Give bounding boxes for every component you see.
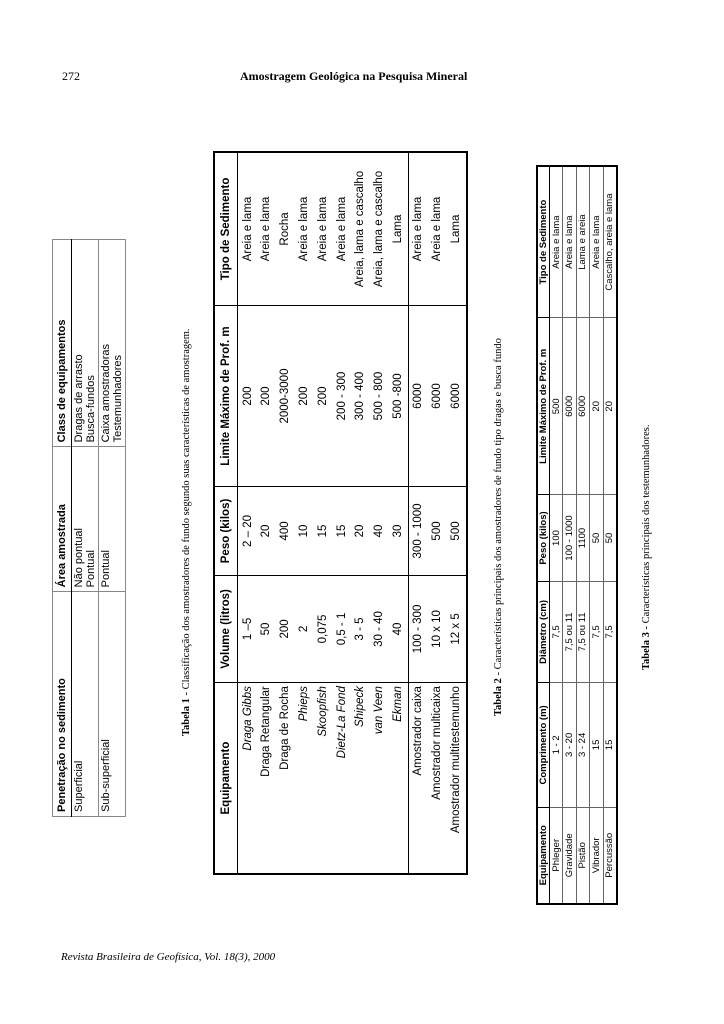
table-cell: Areia e lama (238, 152, 258, 305)
table-cell: 3 - 5 (351, 575, 370, 682)
table-cell: 300 - 400 (351, 305, 370, 486)
caption-text: - Características principais dos testemunhadores. (641, 424, 652, 633)
table-cell: 1100 (576, 495, 589, 581)
table-2-header: Peso (kilos) (214, 487, 238, 576)
table-cell: 500 (447, 487, 467, 576)
table-3-caption (641, 425, 652, 670)
table-cell: 0,075 (313, 575, 332, 682)
table-1 (52, 239, 122, 817)
table-cell: 50 (590, 495, 603, 581)
table-cell: 2 (295, 575, 314, 682)
table-cell: 200 (257, 305, 276, 486)
table-2-header: Volume (litros) (214, 575, 238, 682)
table-3-header: Tipo de Sedimento (537, 166, 550, 318)
table-cell: Draga de Rocha (276, 683, 295, 874)
table-2-caption (493, 338, 504, 716)
table-cell: 15 (590, 683, 603, 807)
table-cell: 6000 (408, 305, 428, 486)
table-cell: Percussão (603, 807, 617, 904)
table-1-header: Class de equipamentos (53, 240, 72, 447)
table-cell: Amostrador multicaixa (428, 683, 447, 874)
table-cell: Draga Gibbs (238, 683, 258, 874)
caption-label: Tabela 2 (493, 678, 504, 716)
table-cell: 20 (257, 487, 276, 576)
table-3-header: Equipamento (537, 807, 550, 904)
table-cell: 15 (332, 487, 351, 576)
table-cell: 1 - 2 (550, 683, 563, 807)
table-cell: Areia e lama (563, 166, 576, 318)
table-cell: Lama (447, 152, 467, 305)
table-1-header-row (53, 240, 72, 817)
table-cell: 10 (295, 487, 314, 576)
table-cell: 7,5 (603, 581, 617, 683)
table-cell: 0,5 - 1 (332, 575, 351, 682)
table-cell: Draga Retangular (257, 683, 276, 874)
table-cell: Não pontual Pontual (72, 447, 99, 592)
table-cell: 500 -800 (389, 305, 409, 486)
table-cell: Areia e lama (590, 166, 603, 318)
table-cell: Areia e lama (257, 152, 276, 305)
table-cell: 3 - 20 (563, 683, 576, 807)
table-cell: 7,5 ou 11 (576, 581, 589, 683)
table-3-header: Diâmetro (cm) (537, 581, 550, 683)
table-cell: 12 x 5 (447, 575, 467, 682)
table-cell: Areia, lama e cascalho (370, 152, 389, 305)
table-row (332, 152, 351, 874)
table-cell: 500 (550, 318, 563, 495)
table-row (408, 152, 428, 874)
table-cell: Areia e lama (313, 152, 332, 305)
table-cell: Dietz-La Fond (332, 683, 351, 874)
table-row (238, 152, 258, 874)
table-cell: 2000-3000 (276, 305, 295, 486)
table-cell: 200 (295, 305, 314, 486)
table-cell: 500 - 800 (370, 305, 389, 486)
table-row (603, 166, 617, 904)
table-cell: 7,5 (550, 581, 563, 683)
table-3-header: Limite Máximo de Prof. m (537, 318, 550, 495)
table-cell: 6000 (428, 305, 447, 486)
table-cell: Ekman (389, 683, 409, 874)
table-row (447, 152, 467, 874)
table-2-header: Equipamento (214, 683, 238, 874)
table-row (576, 166, 589, 904)
table-cell: 40 (370, 487, 389, 576)
table-cell: Lama e areia (576, 166, 589, 318)
page-number: 272 (62, 69, 80, 83)
table-cell: 7,5 (590, 581, 603, 683)
table-cell: Dragas de arrasto Busca-fundos (72, 240, 99, 447)
table-cell: Phleger (550, 807, 563, 904)
table-1-header: Área amostrada (53, 447, 72, 592)
table-cell: Shipeck (351, 683, 370, 874)
table-3-header: Peso (kilos) (537, 495, 550, 581)
table-cell: 200 (276, 575, 295, 682)
table-cell: Rocha (276, 152, 295, 305)
table-3 (536, 165, 618, 905)
table-cell: 20 (351, 487, 370, 576)
table-cell: 3 - 24 (576, 683, 589, 807)
table-row (99, 240, 126, 817)
table-2-header: Tipo de Sedimento (214, 152, 238, 305)
table-cell: 300 - 1000 (408, 487, 428, 576)
table-cell: 50 (603, 495, 617, 581)
table-row (428, 152, 447, 874)
table-2-header-row (214, 152, 238, 874)
table-cell: 2 – 20 (238, 487, 258, 576)
table-row (72, 240, 99, 817)
table-cell: 400 (276, 487, 295, 576)
table-cell: Sub-superficial (99, 592, 126, 817)
table-cell: Caixa amostradoras Testemunhadores (99, 240, 126, 447)
table-cell: Pistão (576, 807, 589, 904)
table-cell: Areia, lama e cascalho (351, 152, 370, 305)
table-cell: 500 (428, 487, 447, 576)
table-cell: 50 (257, 575, 276, 682)
table-cell: van Veen (370, 683, 389, 874)
table-cell: 100 (550, 495, 563, 581)
table-cell: Areia e lama (295, 152, 314, 305)
table-cell: 200 (313, 305, 332, 486)
table-cell: 100 - 1000 (563, 495, 576, 581)
table-row (276, 152, 295, 874)
table-row (389, 152, 409, 874)
table-cell: 6000 (563, 318, 576, 495)
table-cell: 15 (313, 487, 332, 576)
caption-text: - Características principais dos amostradores de fundo tipo dragas e busca fundo (493, 338, 504, 679)
table-cell: 7,5 ou 11 (563, 581, 576, 683)
table-3-header-row (537, 166, 550, 904)
table-cell: Vibrador (590, 807, 603, 904)
table-cell: 30 (389, 487, 409, 576)
table-row (257, 152, 276, 874)
table-cell: 40 (389, 575, 409, 682)
table-cell: Cascalho, areia e lama (603, 166, 617, 318)
table-cell: 200 (238, 305, 258, 486)
table-row (550, 166, 563, 904)
table-cell: 15 (603, 683, 617, 807)
table-1-caption (181, 328, 192, 736)
table-cell: Superficial (72, 592, 99, 817)
running-head: Amostragem Geológica na Pesquisa Mineral (240, 69, 468, 83)
caption-label: Tabela 1 (181, 698, 192, 736)
table-row (295, 152, 314, 874)
table-cell: Areia e lama (550, 166, 563, 318)
table-cell: 100 - 300 (408, 575, 428, 682)
table-1-header: Penetração no sedimento (53, 592, 72, 817)
table-cell: Amostrador caixa (408, 683, 428, 874)
caption-text: - Classificação dos amostradores de fundo segundo suas características de amostragem. (181, 328, 192, 699)
table-cell: 1 –5 (238, 575, 258, 682)
table-cell: Lama (389, 152, 409, 305)
table-cell: Areia e lama (428, 152, 447, 305)
table-cell: Areia e lama (332, 152, 351, 305)
table-cell: 6000 (447, 305, 467, 486)
table-row (590, 166, 603, 904)
table-row (563, 166, 576, 904)
table-row (351, 152, 370, 874)
table-cell: 20 (590, 318, 603, 495)
table-row (313, 152, 332, 874)
table-cell: Skoopfish (313, 683, 332, 874)
table-cell: 20 (603, 318, 617, 495)
table-3-header: Comprimento (m) (537, 683, 550, 807)
table-cell: 30 - 40 (370, 575, 389, 682)
table-row (370, 152, 389, 874)
table-cell: 200 - 300 (332, 305, 351, 486)
table-cell: Pontual (99, 447, 126, 592)
table-cell: Phieps (295, 683, 314, 874)
table-cell: Amostrador multitestemunho (447, 683, 467, 874)
table-cell: Areia e lama (408, 152, 428, 305)
caption-label: Tabela 3 (641, 632, 652, 670)
table-cell: Gravidade (563, 807, 576, 904)
table-2 (213, 151, 468, 875)
journal-footer: Revista Brasileira de Geofísica, Vol. 18(3), 2000 (61, 951, 276, 963)
table-cell: 10 x 10 (428, 575, 447, 682)
table-2-header: Limite Máximo de Prof. m (214, 305, 238, 486)
table-cell: 6000 (576, 318, 589, 495)
